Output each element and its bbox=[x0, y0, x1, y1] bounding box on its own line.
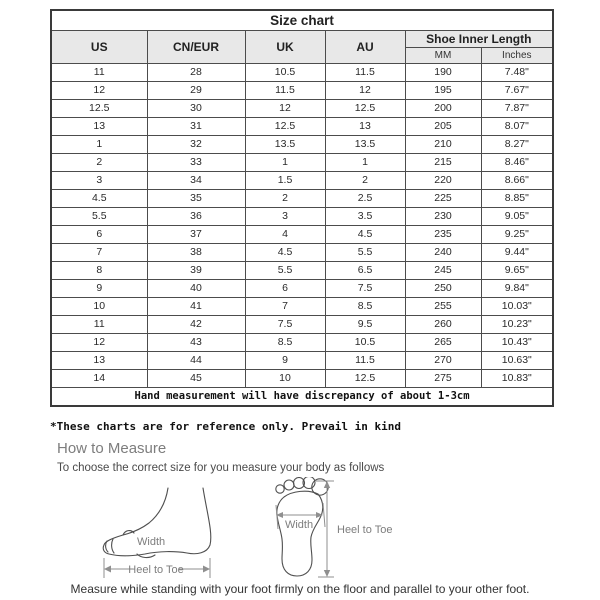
size-cell: 9.44" bbox=[481, 243, 553, 261]
size-cell: 8.27" bbox=[481, 135, 553, 153]
table-row bbox=[51, 369, 553, 387]
size-cell: 5.5 bbox=[51, 207, 147, 225]
size-cell: 10.5 bbox=[325, 333, 405, 351]
size-cell: 7.67" bbox=[481, 81, 553, 99]
side-width-label: Width bbox=[137, 536, 166, 548]
size-cell: 200 bbox=[405, 99, 481, 117]
size-table-body bbox=[51, 63, 553, 387]
table-row bbox=[51, 189, 553, 207]
sole-width-label: Width bbox=[284, 519, 314, 531]
size-cell: 12.5 bbox=[245, 117, 325, 135]
size-cell: 5.5 bbox=[245, 261, 325, 279]
size-cell: 1.5 bbox=[245, 171, 325, 189]
size-cell: 10 bbox=[245, 369, 325, 387]
size-cell: 10.5 bbox=[245, 63, 325, 81]
size-cell: 42 bbox=[147, 315, 245, 333]
size-cell: 39 bbox=[147, 261, 245, 279]
table-row bbox=[51, 171, 553, 189]
size-cell: 7.5 bbox=[325, 279, 405, 297]
size-cell: 215 bbox=[405, 153, 481, 171]
size-cell: 13 bbox=[325, 117, 405, 135]
size-cell: 8.07" bbox=[481, 117, 553, 135]
size-cell: 8.46" bbox=[481, 153, 553, 171]
size-cell: 8.85" bbox=[481, 189, 553, 207]
size-cell: 9.25" bbox=[481, 225, 553, 243]
size-cell: 14 bbox=[51, 369, 147, 387]
table-row bbox=[51, 207, 553, 225]
size-cell: 32 bbox=[147, 135, 245, 153]
table-row bbox=[51, 243, 553, 261]
table-footer-row bbox=[51, 387, 553, 406]
size-cell: 11 bbox=[51, 63, 147, 81]
footprint-outline-icon bbox=[277, 491, 323, 576]
size-chart-title: Size chart bbox=[51, 10, 553, 30]
size-cell: 5.5 bbox=[325, 243, 405, 261]
size-cell: 45 bbox=[147, 369, 245, 387]
size-cell: 10.83" bbox=[481, 369, 553, 387]
table-row bbox=[51, 351, 553, 369]
column-header-au: AU bbox=[325, 30, 405, 63]
size-cell: 11.5 bbox=[325, 63, 405, 81]
foot-side-view-diagram bbox=[95, 483, 220, 580]
size-cell: 7.87" bbox=[481, 99, 553, 117]
size-cell: 12 bbox=[51, 81, 147, 99]
size-cell: 8.66" bbox=[481, 171, 553, 189]
size-cell: 11.5 bbox=[245, 81, 325, 99]
size-cell: 210 bbox=[405, 135, 481, 153]
size-cell: 1 bbox=[245, 153, 325, 171]
size-cell: 265 bbox=[405, 333, 481, 351]
size-cell: 11.5 bbox=[325, 351, 405, 369]
size-cell: 8 bbox=[51, 261, 147, 279]
measurement-discrepancy-note: Hand measurement will have discrepancy of about 1-3cm bbox=[51, 387, 553, 406]
size-cell: 12.5 bbox=[325, 99, 405, 117]
size-cell: 255 bbox=[405, 297, 481, 315]
table-title-row bbox=[51, 10, 553, 30]
size-cell: 6 bbox=[245, 279, 325, 297]
size-cell: 245 bbox=[405, 261, 481, 279]
size-cell: 37 bbox=[147, 225, 245, 243]
size-cell: 2.5 bbox=[325, 189, 405, 207]
size-cell: 250 bbox=[405, 279, 481, 297]
arrow-right-icon bbox=[203, 566, 210, 573]
size-cell: 6.5 bbox=[325, 261, 405, 279]
size-cell: 10.43" bbox=[481, 333, 553, 351]
table-row bbox=[51, 297, 553, 315]
side-heel-to-toe-label: Heel to Toe bbox=[128, 564, 184, 576]
table-row bbox=[51, 135, 553, 153]
size-cell: 10.23" bbox=[481, 315, 553, 333]
column-header-shoe-inner-length: Shoe Inner Length bbox=[405, 30, 553, 48]
table-row bbox=[51, 81, 553, 99]
size-cell: 13 bbox=[51, 351, 147, 369]
arrow-down-icon bbox=[324, 570, 330, 577]
size-cell: 4 bbox=[245, 225, 325, 243]
size-cell: 230 bbox=[405, 207, 481, 225]
size-cell: 3 bbox=[51, 171, 147, 189]
size-cell: 2 bbox=[325, 171, 405, 189]
toe-circle-icon bbox=[276, 485, 284, 493]
column-header-uk: UK bbox=[245, 30, 325, 63]
size-cell: 220 bbox=[405, 171, 481, 189]
size-cell: 9.05" bbox=[481, 207, 553, 225]
size-cell: 13.5 bbox=[325, 135, 405, 153]
measure-instruction-caption: Measure while standing with your foot firmly on the floor and parallel to your other foot. bbox=[70, 582, 530, 596]
arrow-left-icon bbox=[104, 566, 111, 573]
size-cell: 8.5 bbox=[325, 297, 405, 315]
size-cell: 9 bbox=[51, 279, 147, 297]
size-cell: 13.5 bbox=[245, 135, 325, 153]
size-cell: 31 bbox=[147, 117, 245, 135]
size-cell: 13 bbox=[51, 117, 147, 135]
size-cell: 12.5 bbox=[51, 99, 147, 117]
table-row bbox=[51, 63, 553, 81]
size-cell: 7 bbox=[245, 297, 325, 315]
size-cell: 225 bbox=[405, 189, 481, 207]
size-cell: 34 bbox=[147, 171, 245, 189]
size-cell: 270 bbox=[405, 351, 481, 369]
size-cell: 2 bbox=[51, 153, 147, 171]
size-cell: 11 bbox=[51, 315, 147, 333]
size-cell: 4.5 bbox=[51, 189, 147, 207]
size-cell: 235 bbox=[405, 225, 481, 243]
size-cell: 7.48" bbox=[481, 63, 553, 81]
size-cell: 29 bbox=[147, 81, 245, 99]
size-cell: 190 bbox=[405, 63, 481, 81]
size-cell: 7 bbox=[51, 243, 147, 261]
size-cell: 9.84" bbox=[481, 279, 553, 297]
table-header-row bbox=[51, 30, 553, 48]
table-row bbox=[51, 261, 553, 279]
size-cell: 9.65" bbox=[481, 261, 553, 279]
column-header-us: US bbox=[51, 30, 147, 63]
column-header-mm: MM bbox=[405, 48, 481, 63]
size-cell: 195 bbox=[405, 81, 481, 99]
size-chart-table bbox=[50, 9, 554, 407]
table-row bbox=[51, 99, 553, 117]
toe-circle-icon bbox=[284, 480, 294, 490]
column-header-inches: Inches bbox=[481, 48, 553, 63]
size-cell: 12.5 bbox=[325, 369, 405, 387]
size-cell: 8.5 bbox=[245, 333, 325, 351]
size-cell: 44 bbox=[147, 351, 245, 369]
size-cell: 9.5 bbox=[325, 315, 405, 333]
size-cell: 28 bbox=[147, 63, 245, 81]
table-row bbox=[51, 279, 553, 297]
size-cell: 205 bbox=[405, 117, 481, 135]
size-cell: 10 bbox=[51, 297, 147, 315]
size-cell: 12 bbox=[325, 81, 405, 99]
size-cell: 3.5 bbox=[325, 207, 405, 225]
size-cell: 240 bbox=[405, 243, 481, 261]
size-cell: 12 bbox=[51, 333, 147, 351]
size-cell: 3 bbox=[245, 207, 325, 225]
size-cell: 33 bbox=[147, 153, 245, 171]
size-cell: 30 bbox=[147, 99, 245, 117]
size-cell: 12 bbox=[245, 99, 325, 117]
size-cell: 4.5 bbox=[325, 225, 405, 243]
footprint-diagram bbox=[272, 477, 452, 581]
size-cell: 43 bbox=[147, 333, 245, 351]
reference-note: *These charts are for reference only. Prevail in kind bbox=[50, 420, 401, 433]
size-cell: 2 bbox=[245, 189, 325, 207]
size-cell: 36 bbox=[147, 207, 245, 225]
size-cell: 41 bbox=[147, 297, 245, 315]
table-row bbox=[51, 225, 553, 243]
arrow-up-icon bbox=[324, 481, 330, 488]
size-cell: 10.63" bbox=[481, 351, 553, 369]
size-cell: 9 bbox=[245, 351, 325, 369]
size-cell: 4.5 bbox=[245, 243, 325, 261]
table-row bbox=[51, 117, 553, 135]
size-cell: 10.03" bbox=[481, 297, 553, 315]
size-cell: 7.5 bbox=[245, 315, 325, 333]
how-to-measure-intro: To choose the correct size for you measure your body as follows bbox=[57, 462, 385, 474]
size-cell: 275 bbox=[405, 369, 481, 387]
size-cell: 1 bbox=[325, 153, 405, 171]
size-cell: 35 bbox=[147, 189, 245, 207]
size-cell: 38 bbox=[147, 243, 245, 261]
how-to-measure-heading: How to Measure bbox=[57, 440, 167, 457]
table-row bbox=[51, 153, 553, 171]
size-cell: 40 bbox=[147, 279, 245, 297]
sole-heel-to-toe-label: Heel to Toe bbox=[337, 524, 393, 536]
table-row bbox=[51, 333, 553, 351]
table-row bbox=[51, 315, 553, 333]
size-cell: 1 bbox=[51, 135, 147, 153]
column-header-cn-eur: CN/EUR bbox=[147, 30, 245, 63]
size-cell: 6 bbox=[51, 225, 147, 243]
size-cell: 260 bbox=[405, 315, 481, 333]
